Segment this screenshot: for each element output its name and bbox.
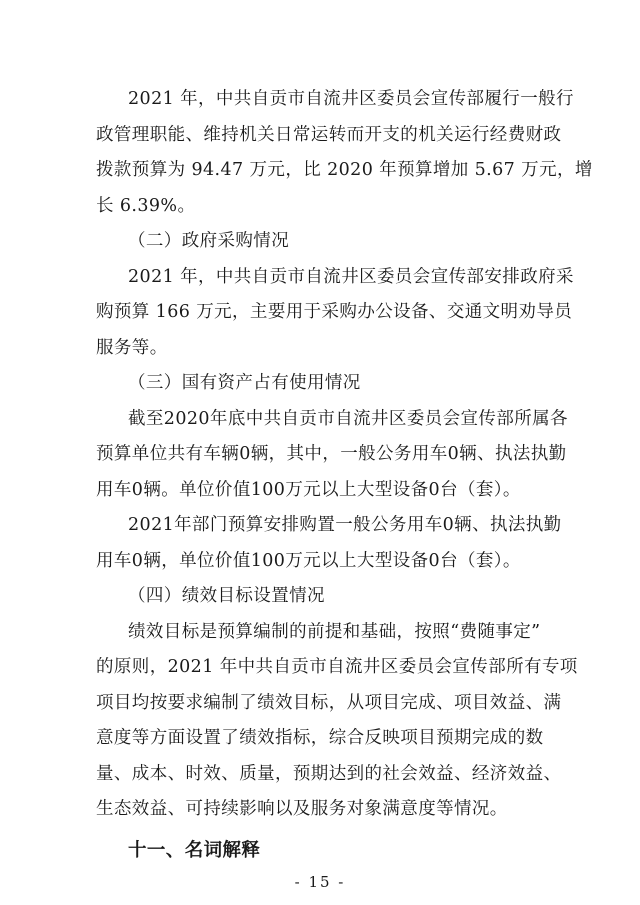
body-text-line: 购预算 166 万元，主要用于采购办公设备、交通文明劝导员 <box>96 302 573 322</box>
page-number: - 15 - <box>294 873 346 891</box>
body-text-line: 2021年部门预算安排购置一般公务用车0辆、执法执勤 <box>128 515 562 535</box>
subheading-performance-goals: （四）绩效目标设置情况 <box>128 586 325 606</box>
body-text-line: 意度等方面设置了绩效指标，综合反映项目预期完成的数 <box>96 728 544 748</box>
body-text-line: 生态效益、可持续影响以及服务对象满意度等情况。 <box>96 799 508 819</box>
subheading-state-assets: （三）国有资产占有使用情况 <box>128 373 361 393</box>
body-text-line: 用车0辆，单位价值100万元以上大型设备0台（套）。 <box>96 550 521 571</box>
body-text-line: 服务等。 <box>96 337 168 358</box>
body-text-line: 的原则，2021 年中共自贡市自流井区委员会宣传部所有专项 <box>96 657 578 677</box>
body-text-line: 截至2020年底中共自贡市自流井区委员会宣传部所属各 <box>128 408 568 429</box>
body-text-line: 2021 年，中共自贡市自流井区委员会宣传部履行一般行 <box>128 89 574 109</box>
body-text-line: 预算单位共有车辆0辆，其中，一般公务用车0辆、执法执勤 <box>96 444 567 464</box>
body-text-line: 绩效目标是预算编制的前提和基础，按照“费随事定” <box>128 621 541 642</box>
body-text-line: 拨款预算为 94.47 万元，比 2020 年预算增加 5.67 万元，增 <box>96 160 593 180</box>
section-heading: 十一、名词解释 <box>128 839 261 861</box>
body-text-line: 项目均按要求编制了绩效目标，从项目完成、项目效益、满 <box>96 692 562 713</box>
body-text-line: 长 6.39%。 <box>96 195 196 216</box>
body-text-line: 量、成本、时效、质量，预期达到的社会效益、经济效益、 <box>96 763 562 784</box>
body-text-line: 政管理职能、维持机关日常运转而开支的机关运行经费财政 <box>96 124 562 145</box>
body-text-line: 2021 年，中共自贡市自流井区委员会宣传部安排政府采 <box>128 266 574 287</box>
subheading-government-procurement: （二）政府采购情况 <box>128 231 290 251</box>
body-text-line: 用车0辆。单位价值100万元以上大型设备0台（套）。 <box>96 479 521 500</box>
